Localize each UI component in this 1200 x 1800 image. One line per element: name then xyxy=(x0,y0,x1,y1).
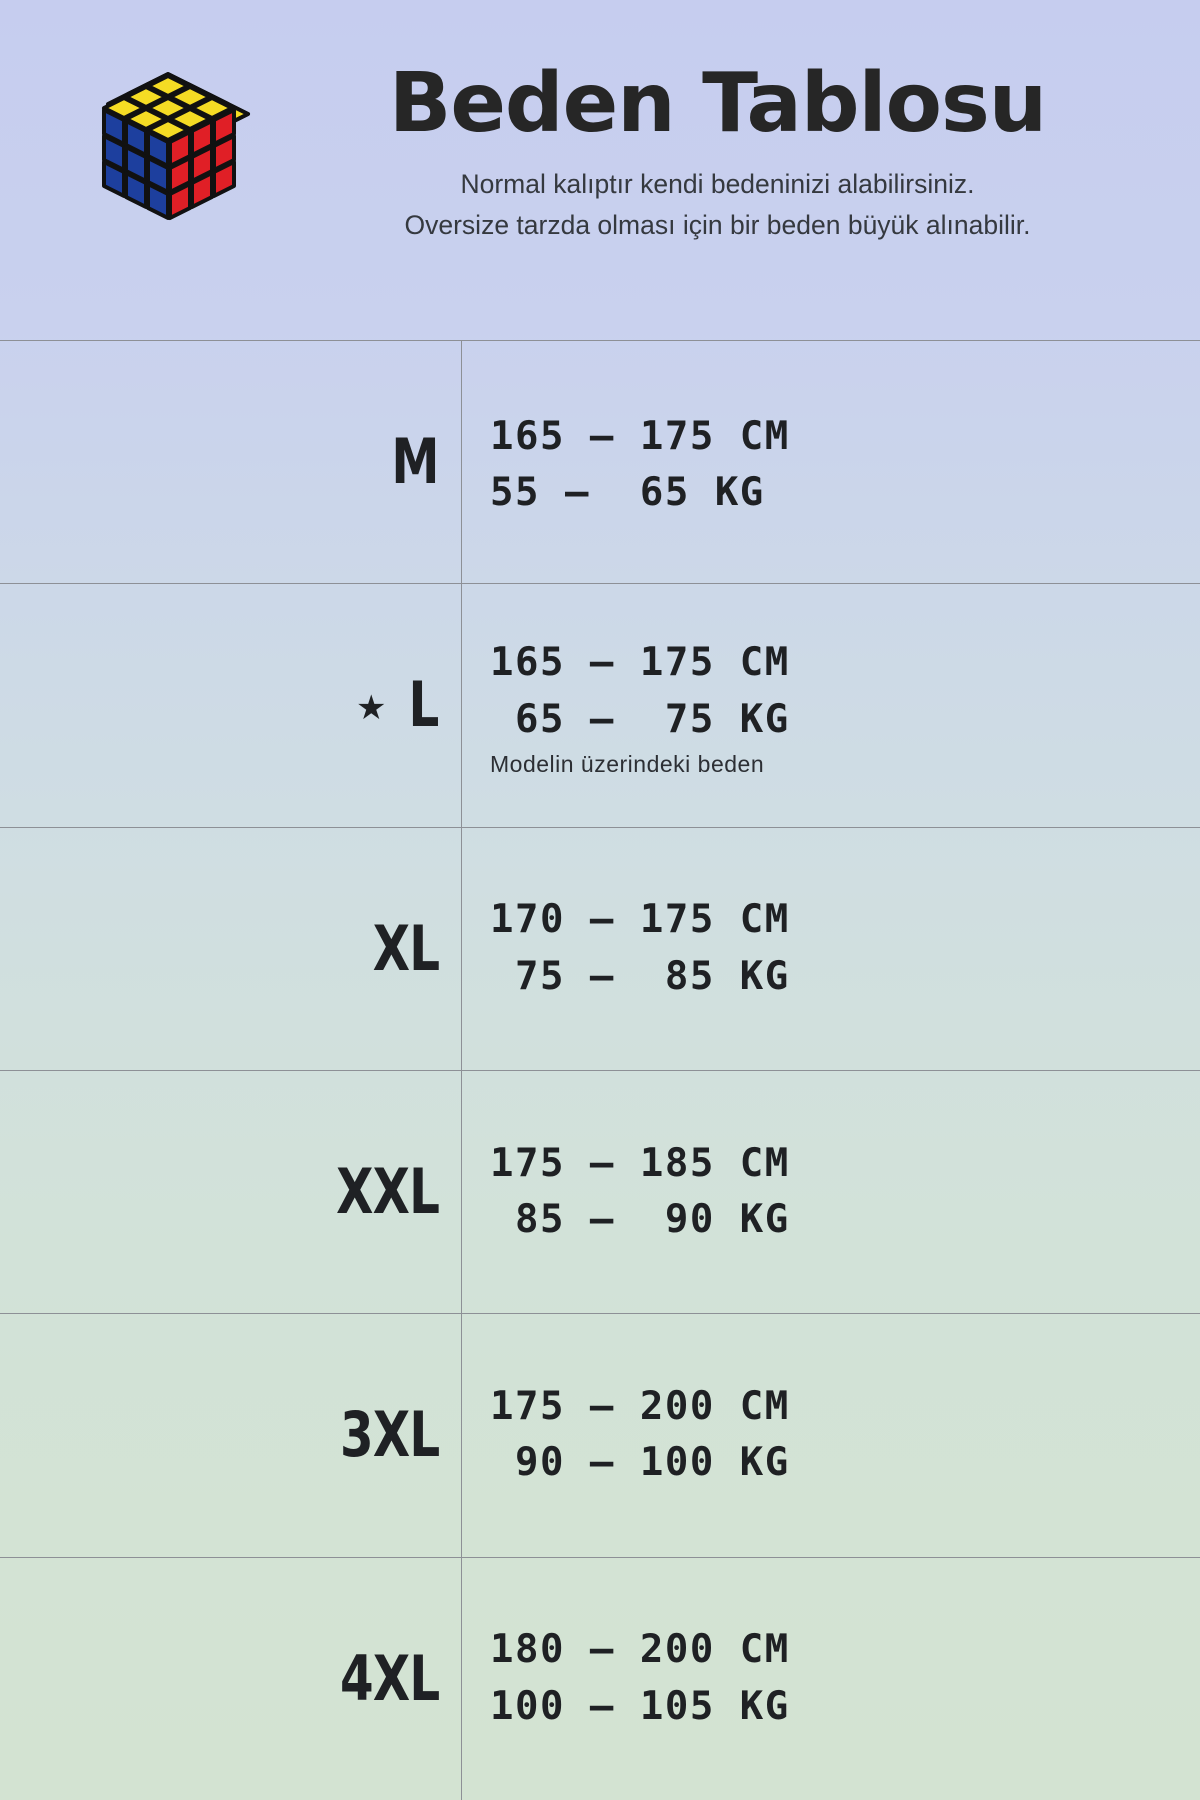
table-row xyxy=(0,1558,1200,1800)
table-row xyxy=(0,828,1200,1071)
height-range: 165 – 175 CM xyxy=(490,640,790,686)
weight-range: 85 – 90 KG xyxy=(490,1197,790,1243)
table-row xyxy=(0,341,1200,584)
size-cell xyxy=(0,828,462,1070)
table-row xyxy=(0,1071,1200,1314)
title-block xyxy=(275,58,1160,246)
size-label: 3XL xyxy=(339,1398,439,1472)
page-title: Beden Tablosu xyxy=(388,56,1047,151)
poster-header xyxy=(0,0,1200,340)
measure-cell xyxy=(462,584,1200,826)
size-label: XXL xyxy=(335,1155,439,1229)
weight-range: 65 – 75 KG xyxy=(490,696,790,742)
measure-cell xyxy=(462,1314,1200,1556)
subtitle-line-2: Oversize tarzda olması için bir beden büyük alınabilir. xyxy=(404,209,1031,240)
size-label: XL xyxy=(372,911,439,985)
star-icon: ★ xyxy=(356,688,387,729)
size-cell xyxy=(0,1558,462,1800)
size-label: M xyxy=(391,425,439,499)
size-label: L xyxy=(408,668,439,742)
measure-cell xyxy=(462,1071,1200,1313)
size-cell xyxy=(0,341,462,583)
measure-cell xyxy=(462,1558,1200,1800)
weight-range: 75 – 85 KG xyxy=(490,953,790,999)
measure-cell xyxy=(462,828,1200,1070)
table-row xyxy=(0,1314,1200,1557)
size-cell xyxy=(0,1314,462,1556)
height-range: 175 – 200 CM xyxy=(490,1383,790,1429)
table-row xyxy=(0,584,1200,827)
height-range: 175 – 185 CM xyxy=(490,1140,790,1186)
rubiks-cube-icon xyxy=(78,66,258,256)
size-table xyxy=(0,340,1200,1800)
size-cell xyxy=(0,584,462,826)
weight-range: 55 – 65 KG xyxy=(490,470,765,516)
logo-container xyxy=(60,58,275,256)
size-cell xyxy=(0,1071,462,1313)
weight-range: 100 – 105 KG xyxy=(490,1683,790,1729)
model-size-note: Modelin üzerindeki beden xyxy=(490,750,765,777)
subtitle-line-1: Normal kalıptır kendi bedeninizi alabilirsiniz. xyxy=(460,168,975,199)
height-range: 170 – 175 CM xyxy=(490,897,790,943)
size-label: 4XL xyxy=(339,1641,439,1715)
weight-range: 90 – 100 KG xyxy=(490,1440,790,1486)
measure-cell xyxy=(462,341,1200,583)
height-range: 180 – 200 CM xyxy=(490,1627,790,1673)
height-range: 165 – 175 CM xyxy=(490,413,790,459)
